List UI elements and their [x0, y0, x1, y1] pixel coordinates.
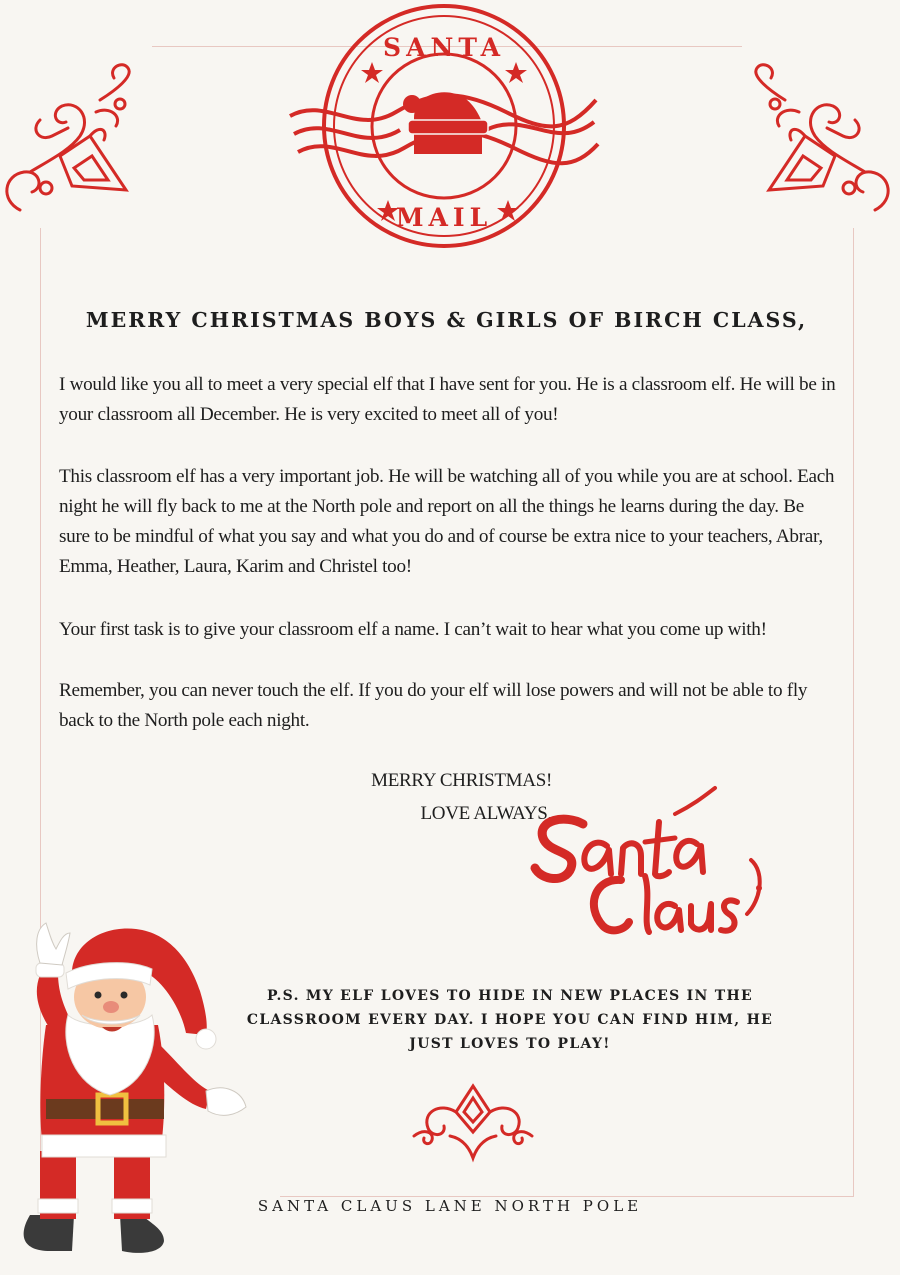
stamp-top-text: SANTA	[383, 33, 505, 62]
closing-love-always: LOVE ALWAYS,	[420, 803, 552, 824]
flourish-left-ornament	[0, 60, 140, 225]
bottom-flourish-ornament	[410, 1082, 536, 1164]
santa-mail-stamp	[286, 4, 600, 254]
frame-right-line	[853, 228, 854, 1196]
stamp-bottom-text: MAIL	[395, 203, 493, 232]
ps-note: P.S. MY ELF LOVES TO HIDE IN NEW PLACES IN THE CLASSROOM EVERY DAY. I HOPE YOU CAN FIND HIM, HE JUST LOVES TO PLAY!	[246, 988, 774, 1052]
return-address: SANTA CLAUS LANE NORTH POLE	[257, 1197, 643, 1215]
paragraph-first-task: Your first task is to give your classroom elf a name. I can’t wait to hear what you come up with!	[59, 619, 767, 640]
flourish-right-ornament	[745, 60, 895, 225]
santa-claus-signature	[525, 776, 775, 946]
letter-heading: MERRY CHRISTMAS BOYS & GIRLS OF BIRCH CLASS,	[85, 308, 808, 332]
closing-merry-christmas: MERRY CHRISTMAS!	[371, 770, 552, 791]
paragraph-intro: I would like you all to meet a very special elf that I have sent for you. He is a classroom elf. He will be in your classroom all December. He is very excited to meet all of you!	[59, 374, 836, 425]
paragraph-remember: Remember, you can never touch the elf. If you do your elf will lose powers and will not be able to fly back to the North pole each night.	[59, 680, 808, 731]
paragraph-elf-job: This classroom elf has a very important job. He will be watching all of you while you are at school. Each night he will fly back to me at the North pole and report on all the things he learns during the day. Be sure to be mindful of what you say and what you do and of course be extra nice to your teachers, Abrar, Emma, Heather, Laura, Karim and Christel too!	[59, 466, 835, 577]
